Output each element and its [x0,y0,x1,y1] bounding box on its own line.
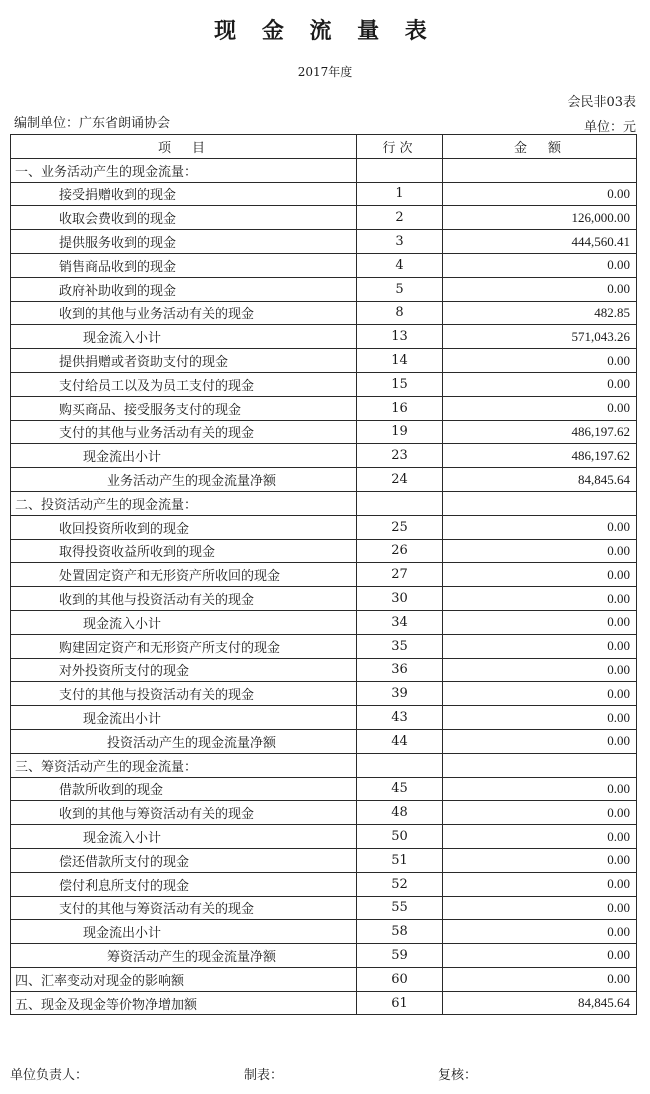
table-row [11,563,637,587]
row-amount: 0.00 [443,182,637,206]
table-row [11,920,637,944]
row-amount: 482.85 [443,301,637,325]
table-row [11,991,637,1015]
row-item-name: 现金流入小计 [11,325,357,349]
table-row [11,539,637,563]
row-amount: 0.00 [443,372,637,396]
row-item-name: 收到的其他与业务活动有关的现金 [11,301,357,325]
table-row [11,801,637,825]
table-row [11,825,637,849]
row-number: 2 [357,206,443,230]
row-number: 8 [357,301,443,325]
row-item-name: 一、业务活动产生的现金流量： [11,158,357,182]
table-row [11,301,637,325]
row-item-name: 收到的其他与投资活动有关的现金 [11,587,357,611]
row-item-name: 对外投资所支付的现金 [11,658,357,682]
row-amount: 0.00 [443,967,637,991]
row-number: 3 [357,230,443,254]
row-amount: 0.00 [443,658,637,682]
row-number: 25 [357,515,443,539]
row-item-name: 借款所收到的现金 [11,777,357,801]
row-number: 1 [357,182,443,206]
row-amount: 0.00 [443,634,637,658]
row-number: 43 [357,706,443,730]
table-row [11,872,637,896]
row-number: 24 [357,468,443,492]
row-number: 59 [357,944,443,968]
table-row [11,182,637,206]
table-row [11,158,637,182]
row-number: 52 [357,872,443,896]
table-row [11,610,637,634]
row-number [357,491,443,515]
row-amount: 0.00 [443,872,637,896]
row-number: 50 [357,825,443,849]
column-header-row-number: 行次 [357,135,443,159]
table-row [11,944,637,968]
table-header-row [11,135,637,159]
row-item-name: 购建固定资产和无形资产所支付的现金 [11,634,357,658]
row-amount: 486,197.62 [443,420,637,444]
row-item-name: 收到的其他与筹资活动有关的现金 [11,801,357,825]
column-header-amount: 金 额 [443,135,637,159]
organization-label: 编制单位：广东省朗诵协会 [14,116,171,131]
row-item-name: 支付的其他与业务活动有关的现金 [11,420,357,444]
row-item-name: 筹资活动产生的现金流量净额 [11,944,357,968]
row-amount: 0.00 [443,349,637,373]
row-item-name: 四、汇率变动对现金的影响额 [11,967,357,991]
table-row [11,634,637,658]
row-number [357,753,443,777]
row-item-name: 偿付利息所支付的现金 [11,872,357,896]
report-year: 2017年度 [297,65,353,79]
table-row [11,253,637,277]
row-amount [443,158,637,182]
table-row [11,420,637,444]
table-row [11,777,637,801]
row-item-name: 二、投资活动产生的现金流量： [11,491,357,515]
row-amount: 0.00 [443,896,637,920]
row-item-name: 支付的其他与筹资活动有关的现金 [11,896,357,920]
row-item-name: 提供捐赠或者资助支付的现金 [11,349,357,373]
table-row [11,515,637,539]
table-row [11,706,637,730]
row-amount: 126,000.00 [443,206,637,230]
row-number: 30 [357,587,443,611]
row-amount: 0.00 [443,587,637,611]
row-amount: 0.00 [443,920,637,944]
row-number: 60 [357,967,443,991]
row-amount: 0.00 [443,729,637,753]
table-row [11,325,637,349]
row-item-name: 投资活动产生的现金流量净额 [11,729,357,753]
reviewer-label: 复核： [438,1068,478,1083]
row-amount: 0.00 [443,682,637,706]
row-number: 35 [357,634,443,658]
row-item-name: 提供服务收到的现金 [11,230,357,254]
row-number: 55 [357,896,443,920]
table-row [11,896,637,920]
row-item-name: 收取会费收到的现金 [11,206,357,230]
row-number: 4 [357,253,443,277]
row-amount: 0.00 [443,277,637,301]
row-amount: 571,043.26 [443,325,637,349]
unit-head-label: 单位负责人： [10,1068,89,1083]
row-amount: 0.00 [443,253,637,277]
row-number [357,158,443,182]
row-number: 5 [357,277,443,301]
table-row [11,230,637,254]
row-amount: 84,845.64 [443,468,637,492]
row-number: 27 [357,563,443,587]
form-number: 会民非03表 [567,95,636,110]
row-item-name: 取得投资收益所收到的现金 [11,539,357,563]
row-item-name: 五、现金及现金等价物净增加额 [11,991,357,1015]
row-item-name: 三、筹资活动产生的现金流量： [11,753,357,777]
row-item-name: 支付给员工以及为员工支付的现金 [11,372,357,396]
row-number: 13 [357,325,443,349]
table-row [11,682,637,706]
row-item-name: 政府补助收到的现金 [11,277,357,301]
row-number: 34 [357,610,443,634]
row-number: 16 [357,396,443,420]
row-item-name: 接受捐赠收到的现金 [11,182,357,206]
row-amount: 0.00 [443,610,637,634]
table-row [11,277,637,301]
row-item-name: 购买商品、接受服务支付的现金 [11,396,357,420]
row-amount: 0.00 [443,777,637,801]
row-item-name: 现金流出小计 [11,444,357,468]
page-title: 现 金 流 量 表 [214,18,436,44]
row-amount: 84,845.64 [443,991,637,1015]
row-amount: 0.00 [443,563,637,587]
row-number: 14 [357,349,443,373]
row-item-name: 现金流出小计 [11,920,357,944]
row-item-name: 支付的其他与投资活动有关的现金 [11,682,357,706]
row-amount: 486,197.62 [443,444,637,468]
row-number: 44 [357,729,443,753]
row-number: 19 [357,420,443,444]
row-number: 23 [357,444,443,468]
table-row [11,372,637,396]
table-row [11,349,637,373]
row-item-name: 销售商品收到的现金 [11,253,357,277]
row-amount [443,753,637,777]
row-number: 48 [357,801,443,825]
table-row [11,206,637,230]
table-row [11,396,637,420]
table-row [11,658,637,682]
table-row [11,729,637,753]
table-row [11,468,637,492]
table-row [11,491,637,515]
row-item-name: 现金流入小计 [11,825,357,849]
row-item-name: 收回投资所收到的现金 [11,515,357,539]
table-row [11,967,637,991]
row-amount: 0.00 [443,706,637,730]
table-body [11,158,637,1015]
row-item-name: 业务活动产生的现金流量净额 [11,468,357,492]
row-amount: 0.00 [443,515,637,539]
table-row [11,587,637,611]
row-number: 15 [357,372,443,396]
row-item-name: 处置固定资产和无形资产所收回的现金 [11,563,357,587]
row-amount: 0.00 [443,825,637,849]
cash-flow-table [10,134,637,1015]
row-amount: 444,560.41 [443,230,637,254]
row-amount: 0.00 [443,801,637,825]
row-item-name: 现金流入小计 [11,610,357,634]
row-number: 45 [357,777,443,801]
preparer-label: 制表： [244,1068,284,1083]
row-amount: 0.00 [443,396,637,420]
row-number: 36 [357,658,443,682]
row-amount [443,491,637,515]
row-amount: 0.00 [443,944,637,968]
row-item-name: 现金流出小计 [11,706,357,730]
table-row [11,444,637,468]
table-row [11,753,637,777]
row-number: 61 [357,991,443,1015]
row-number: 51 [357,848,443,872]
currency-unit: 单位：元 [583,120,636,135]
row-amount: 0.00 [443,848,637,872]
row-amount: 0.00 [443,539,637,563]
row-number: 58 [357,920,443,944]
row-number: 39 [357,682,443,706]
table-row [11,848,637,872]
row-number: 26 [357,539,443,563]
column-header-item: 项 目 [11,135,357,159]
row-item-name: 偿还借款所支付的现金 [11,848,357,872]
